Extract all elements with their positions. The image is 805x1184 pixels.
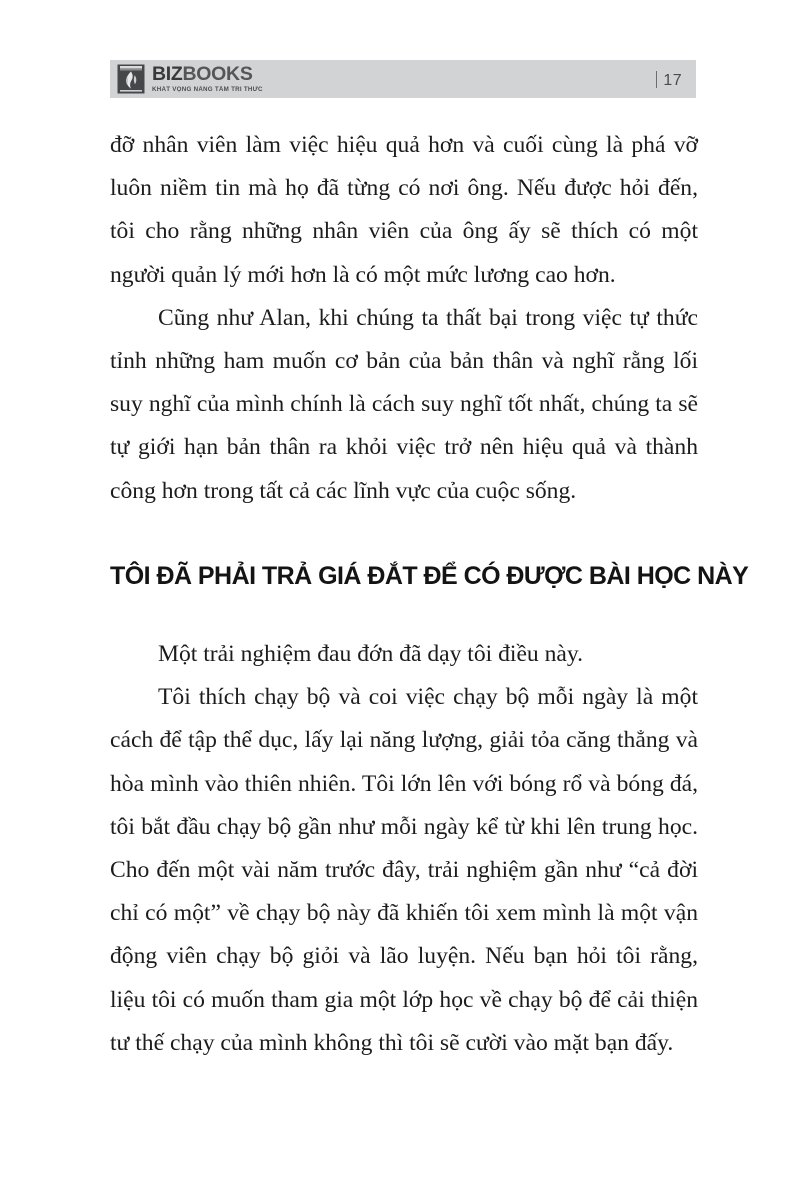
heading-space-above: [110, 513, 698, 562]
publisher-name: [152, 62, 261, 85]
brand-suffix: BOOKS: [182, 62, 253, 85]
paragraph-alan: Cũng như Alan, khi chúng ta thất bại trong việc tự thức tỉnh những ham muốn cơ bản của bản thân và nghĩ rằng lối suy nghĩ của mình chính là cách suy nghĩ tốt nhất, chúng ta sẽ tự giới hạn bản thân ra khỏi việc trở nên hiệu quả và thành công hơn trong tất cả các lĩnh vực của cuộc sống.: [110, 304, 698, 504]
running-header: [110, 60, 696, 98]
page-number: 17: [663, 72, 682, 89]
page-folio: [656, 68, 682, 90]
publisher-tagline: KHÁT VỌNG NÂNG TẦM TRI THỨC: [152, 85, 263, 93]
book-flame-icon: [117, 64, 145, 94]
section-heading: TÔI ĐÃ PHẢI TRẢ GIÁ ĐẮT ĐỂ CÓ ĐƯỢC BÀI HỌC NÀY: [110, 561, 749, 590]
brand-prefix: BIZ: [152, 62, 183, 85]
page-content: [110, 124, 749, 1065]
folio-divider: [656, 71, 657, 88]
publisher-wordmark: [152, 62, 263, 93]
publisher-logo: [117, 64, 261, 94]
paragraph-lesson-intro: Một trải nghiệm đau đớn đã dạy tôi điều này.: [158, 641, 584, 668]
paragraph-continued: đỡ nhân viên làm việc hiệu quả hơn và cuối cùng là phá vỡ luôn niềm tin mà họ đã từng có nơi ông. Nếu được hỏi đến, tôi cho rằng những nhân viên của ông ấy sẽ thích có một người quản lý mới hơn là có một mức lương cao hơn.: [110, 132, 698, 288]
paragraph-running-story: Tôi thích chạy bộ và coi việc chạy bộ mỗi ngày là một cách để tập thể dục, lấy lại năng lượng, giải tỏa căng thẳng và hòa mình vào thiên nhiên. Tôi lớn lên với bóng rổ và bóng đá, tôi bắt đầu chạy bộ gần như mỗi ngày kể từ khi lên trung học. Cho đến một vài năm trước đây, trải nghiệm gần như “cả đời chỉ có một” về chạy bộ này đã khiến tôi xem mình là một vận động viên chạy bộ giỏi và lão luyện. Nếu bạn hỏi tôi rằng, liệu tôi có muốn tham gia một lớp học về chạy bộ để cải thiện tư thế chạy của mình không thì tôi sẽ cười vào mặt bạn đấy.: [110, 684, 698, 1056]
heading-space-below: [110, 591, 698, 633]
